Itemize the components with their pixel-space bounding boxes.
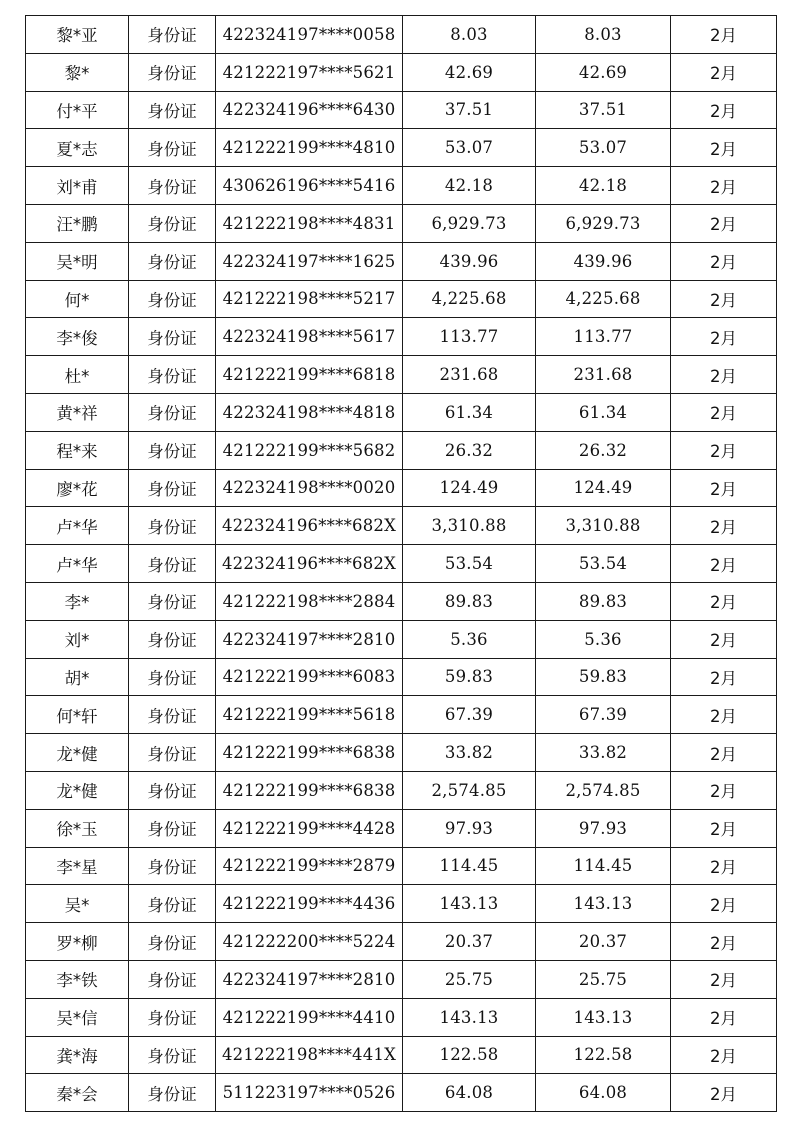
amount-confirmed-cell: 53.07 bbox=[536, 129, 671, 167]
month-cell: 2月 bbox=[671, 809, 777, 847]
id-type-cell: 身份证 bbox=[129, 734, 216, 772]
id-number-cell: 421222199****4810 bbox=[216, 129, 403, 167]
person-name-cell: 龙*健 bbox=[26, 734, 129, 772]
id-type-cell: 身份证 bbox=[129, 280, 216, 318]
amount-confirmed-cell: 97.93 bbox=[536, 809, 671, 847]
id-number-cell: 422324198****0020 bbox=[216, 469, 403, 507]
person-name-cell: 付*平 bbox=[26, 91, 129, 129]
person-name-cell: 卢*华 bbox=[26, 507, 129, 545]
month-cell: 2月 bbox=[671, 16, 777, 54]
id-type-cell: 身份证 bbox=[129, 16, 216, 54]
amount-cell: 122.58 bbox=[403, 1036, 536, 1074]
amount-cell: 5.36 bbox=[403, 620, 536, 658]
person-name-cell: 李*星 bbox=[26, 847, 129, 885]
month-cell: 2月 bbox=[671, 280, 777, 318]
month-cell: 2月 bbox=[671, 204, 777, 242]
month-cell: 2月 bbox=[671, 1074, 777, 1112]
amount-cell: 26.32 bbox=[403, 431, 536, 469]
amount-cell: 89.83 bbox=[403, 582, 536, 620]
id-type-cell: 身份证 bbox=[129, 620, 216, 658]
amount-cell: 37.51 bbox=[403, 91, 536, 129]
amount-confirmed-cell: 143.13 bbox=[536, 998, 671, 1036]
person-name-cell: 胡* bbox=[26, 658, 129, 696]
table-row bbox=[26, 507, 777, 545]
amount-cell: 67.39 bbox=[403, 696, 536, 734]
id-number-cell: 422324197****2810 bbox=[216, 620, 403, 658]
table-row bbox=[26, 469, 777, 507]
id-type-cell: 身份证 bbox=[129, 960, 216, 998]
id-number-cell: 421222199****2879 bbox=[216, 847, 403, 885]
month-cell: 2月 bbox=[671, 545, 777, 583]
person-name-cell: 何* bbox=[26, 280, 129, 318]
person-name-cell: 罗*柳 bbox=[26, 923, 129, 961]
amount-confirmed-cell: 439.96 bbox=[536, 242, 671, 280]
amount-confirmed-cell: 42.18 bbox=[536, 167, 671, 205]
id-type-cell: 身份证 bbox=[129, 658, 216, 696]
month-cell: 2月 bbox=[671, 847, 777, 885]
table-row bbox=[26, 356, 777, 394]
amount-cell: 124.49 bbox=[403, 469, 536, 507]
amount-confirmed-cell: 5.36 bbox=[536, 620, 671, 658]
amount-cell: 6,929.73 bbox=[403, 204, 536, 242]
amount-cell: 8.03 bbox=[403, 16, 536, 54]
amount-cell: 439.96 bbox=[403, 242, 536, 280]
amount-confirmed-cell: 26.32 bbox=[536, 431, 671, 469]
id-number-cell: 430626196****5416 bbox=[216, 167, 403, 205]
id-number-cell: 421222199****4410 bbox=[216, 998, 403, 1036]
id-number-cell: 422324196****6430 bbox=[216, 91, 403, 129]
payment-roster-table bbox=[25, 15, 777, 1112]
amount-confirmed-cell: 53.54 bbox=[536, 545, 671, 583]
amount-cell: 113.77 bbox=[403, 318, 536, 356]
id-type-cell: 身份证 bbox=[129, 91, 216, 129]
person-name-cell: 程*来 bbox=[26, 431, 129, 469]
table-row bbox=[26, 696, 777, 734]
person-name-cell: 李*俊 bbox=[26, 318, 129, 356]
amount-cell: 53.07 bbox=[403, 129, 536, 167]
amount-confirmed-cell: 8.03 bbox=[536, 16, 671, 54]
amount-confirmed-cell: 114.45 bbox=[536, 847, 671, 885]
month-cell: 2月 bbox=[671, 242, 777, 280]
amount-cell: 42.69 bbox=[403, 53, 536, 91]
id-type-cell: 身份证 bbox=[129, 318, 216, 356]
amount-cell: 42.18 bbox=[403, 167, 536, 205]
table-row bbox=[26, 242, 777, 280]
person-name-cell: 李* bbox=[26, 582, 129, 620]
id-number-cell: 422324198****4818 bbox=[216, 393, 403, 431]
table-row bbox=[26, 16, 777, 54]
amount-confirmed-cell: 20.37 bbox=[536, 923, 671, 961]
person-name-cell: 刘* bbox=[26, 620, 129, 658]
table-row bbox=[26, 582, 777, 620]
amount-confirmed-cell: 61.34 bbox=[536, 393, 671, 431]
id-type-cell: 身份证 bbox=[129, 356, 216, 394]
amount-confirmed-cell: 3,310.88 bbox=[536, 507, 671, 545]
amount-confirmed-cell: 64.08 bbox=[536, 1074, 671, 1112]
id-number-cell: 422324197****0058 bbox=[216, 16, 403, 54]
id-number-cell: 422324196****682X bbox=[216, 545, 403, 583]
month-cell: 2月 bbox=[671, 129, 777, 167]
id-type-cell: 身份证 bbox=[129, 545, 216, 583]
person-name-cell: 刘*甫 bbox=[26, 167, 129, 205]
table-row bbox=[26, 393, 777, 431]
month-cell: 2月 bbox=[671, 53, 777, 91]
id-number-cell: 421222198****2884 bbox=[216, 582, 403, 620]
id-type-cell: 身份证 bbox=[129, 771, 216, 809]
id-number-cell: 421222200****5224 bbox=[216, 923, 403, 961]
id-number-cell: 421222199****5682 bbox=[216, 431, 403, 469]
table-row bbox=[26, 129, 777, 167]
month-cell: 2月 bbox=[671, 658, 777, 696]
month-cell: 2月 bbox=[671, 734, 777, 772]
amount-cell: 231.68 bbox=[403, 356, 536, 394]
amount-cell: 97.93 bbox=[403, 809, 536, 847]
table-row bbox=[26, 923, 777, 961]
table-row bbox=[26, 771, 777, 809]
table-row bbox=[26, 204, 777, 242]
amount-confirmed-cell: 33.82 bbox=[536, 734, 671, 772]
amount-cell: 143.13 bbox=[403, 885, 536, 923]
table-row bbox=[26, 734, 777, 772]
id-type-cell: 身份证 bbox=[129, 809, 216, 847]
month-cell: 2月 bbox=[671, 1036, 777, 1074]
table-row bbox=[26, 280, 777, 318]
id-type-cell: 身份证 bbox=[129, 469, 216, 507]
table-row bbox=[26, 847, 777, 885]
person-name-cell: 廖*花 bbox=[26, 469, 129, 507]
id-number-cell: 421222199****6083 bbox=[216, 658, 403, 696]
month-cell: 2月 bbox=[671, 582, 777, 620]
person-name-cell: 夏*志 bbox=[26, 129, 129, 167]
month-cell: 2月 bbox=[671, 960, 777, 998]
id-type-cell: 身份证 bbox=[129, 696, 216, 734]
month-cell: 2月 bbox=[671, 167, 777, 205]
month-cell: 2月 bbox=[671, 393, 777, 431]
person-name-cell: 龚*海 bbox=[26, 1036, 129, 1074]
id-number-cell: 421222199****4428 bbox=[216, 809, 403, 847]
table-row bbox=[26, 91, 777, 129]
month-cell: 2月 bbox=[671, 469, 777, 507]
amount-confirmed-cell: 89.83 bbox=[536, 582, 671, 620]
amount-confirmed-cell: 25.75 bbox=[536, 960, 671, 998]
table-row bbox=[26, 998, 777, 1036]
amount-cell: 143.13 bbox=[403, 998, 536, 1036]
person-name-cell: 汪*鹏 bbox=[26, 204, 129, 242]
amount-confirmed-cell: 59.83 bbox=[536, 658, 671, 696]
person-name-cell: 黎* bbox=[26, 53, 129, 91]
id-type-cell: 身份证 bbox=[129, 1036, 216, 1074]
amount-cell: 4,225.68 bbox=[403, 280, 536, 318]
table-row bbox=[26, 960, 777, 998]
id-number-cell: 421222197****5621 bbox=[216, 53, 403, 91]
month-cell: 2月 bbox=[671, 318, 777, 356]
id-type-cell: 身份证 bbox=[129, 923, 216, 961]
id-type-cell: 身份证 bbox=[129, 393, 216, 431]
id-number-cell: 421222199****6818 bbox=[216, 356, 403, 394]
month-cell: 2月 bbox=[671, 885, 777, 923]
id-type-cell: 身份证 bbox=[129, 431, 216, 469]
table-row bbox=[26, 620, 777, 658]
id-number-cell: 422324196****682X bbox=[216, 507, 403, 545]
amount-cell: 114.45 bbox=[403, 847, 536, 885]
month-cell: 2月 bbox=[671, 620, 777, 658]
amount-confirmed-cell: 113.77 bbox=[536, 318, 671, 356]
id-type-cell: 身份证 bbox=[129, 582, 216, 620]
month-cell: 2月 bbox=[671, 771, 777, 809]
id-number-cell: 421222198****441X bbox=[216, 1036, 403, 1074]
amount-confirmed-cell: 143.13 bbox=[536, 885, 671, 923]
table-row bbox=[26, 809, 777, 847]
month-cell: 2月 bbox=[671, 356, 777, 394]
person-name-cell: 秦*会 bbox=[26, 1074, 129, 1112]
person-name-cell: 吴*明 bbox=[26, 242, 129, 280]
amount-cell: 25.75 bbox=[403, 960, 536, 998]
amount-confirmed-cell: 124.49 bbox=[536, 469, 671, 507]
id-type-cell: 身份证 bbox=[129, 129, 216, 167]
roster-body bbox=[26, 16, 777, 1112]
amount-cell: 33.82 bbox=[403, 734, 536, 772]
id-type-cell: 身份证 bbox=[129, 204, 216, 242]
id-type-cell: 身份证 bbox=[129, 242, 216, 280]
person-name-cell: 卢*华 bbox=[26, 545, 129, 583]
amount-confirmed-cell: 6,929.73 bbox=[536, 204, 671, 242]
month-cell: 2月 bbox=[671, 998, 777, 1036]
amount-confirmed-cell: 67.39 bbox=[536, 696, 671, 734]
id-number-cell: 511223197****0526 bbox=[216, 1074, 403, 1112]
person-name-cell: 黎*亚 bbox=[26, 16, 129, 54]
table-row bbox=[26, 318, 777, 356]
month-cell: 2月 bbox=[671, 507, 777, 545]
id-number-cell: 422324197****2810 bbox=[216, 960, 403, 998]
amount-cell: 3,310.88 bbox=[403, 507, 536, 545]
id-number-cell: 421222198****5217 bbox=[216, 280, 403, 318]
amount-cell: 20.37 bbox=[403, 923, 536, 961]
amount-cell: 59.83 bbox=[403, 658, 536, 696]
id-number-cell: 421222199****6838 bbox=[216, 771, 403, 809]
person-name-cell: 吴*信 bbox=[26, 998, 129, 1036]
amount-confirmed-cell: 122.58 bbox=[536, 1036, 671, 1074]
id-type-cell: 身份证 bbox=[129, 885, 216, 923]
month-cell: 2月 bbox=[671, 923, 777, 961]
amount-confirmed-cell: 37.51 bbox=[536, 91, 671, 129]
amount-confirmed-cell: 2,574.85 bbox=[536, 771, 671, 809]
table-row bbox=[26, 167, 777, 205]
id-number-cell: 421222199****5618 bbox=[216, 696, 403, 734]
person-name-cell: 龙*健 bbox=[26, 771, 129, 809]
amount-cell: 61.34 bbox=[403, 393, 536, 431]
amount-confirmed-cell: 4,225.68 bbox=[536, 280, 671, 318]
id-number-cell: 422324197****1625 bbox=[216, 242, 403, 280]
id-number-cell: 421222198****4831 bbox=[216, 204, 403, 242]
amount-confirmed-cell: 42.69 bbox=[536, 53, 671, 91]
amount-cell: 53.54 bbox=[403, 545, 536, 583]
id-type-cell: 身份证 bbox=[129, 1074, 216, 1112]
id-number-cell: 421222199****4436 bbox=[216, 885, 403, 923]
table-row bbox=[26, 658, 777, 696]
id-type-cell: 身份证 bbox=[129, 998, 216, 1036]
table-row bbox=[26, 1036, 777, 1074]
person-name-cell: 徐*玉 bbox=[26, 809, 129, 847]
month-cell: 2月 bbox=[671, 91, 777, 129]
id-number-cell: 422324198****5617 bbox=[216, 318, 403, 356]
person-name-cell: 黄*祥 bbox=[26, 393, 129, 431]
month-cell: 2月 bbox=[671, 696, 777, 734]
month-cell: 2月 bbox=[671, 431, 777, 469]
id-type-cell: 身份证 bbox=[129, 167, 216, 205]
person-name-cell: 何*轩 bbox=[26, 696, 129, 734]
table-row bbox=[26, 53, 777, 91]
id-type-cell: 身份证 bbox=[129, 53, 216, 91]
amount-cell: 2,574.85 bbox=[403, 771, 536, 809]
id-type-cell: 身份证 bbox=[129, 507, 216, 545]
person-name-cell: 李*铁 bbox=[26, 960, 129, 998]
table-row bbox=[26, 1074, 777, 1112]
person-name-cell: 杜* bbox=[26, 356, 129, 394]
table-row bbox=[26, 885, 777, 923]
id-type-cell: 身份证 bbox=[129, 847, 216, 885]
amount-cell: 64.08 bbox=[403, 1074, 536, 1112]
table-row bbox=[26, 545, 777, 583]
person-name-cell: 吴* bbox=[26, 885, 129, 923]
id-number-cell: 421222199****6838 bbox=[216, 734, 403, 772]
table-row bbox=[26, 431, 777, 469]
amount-confirmed-cell: 231.68 bbox=[536, 356, 671, 394]
